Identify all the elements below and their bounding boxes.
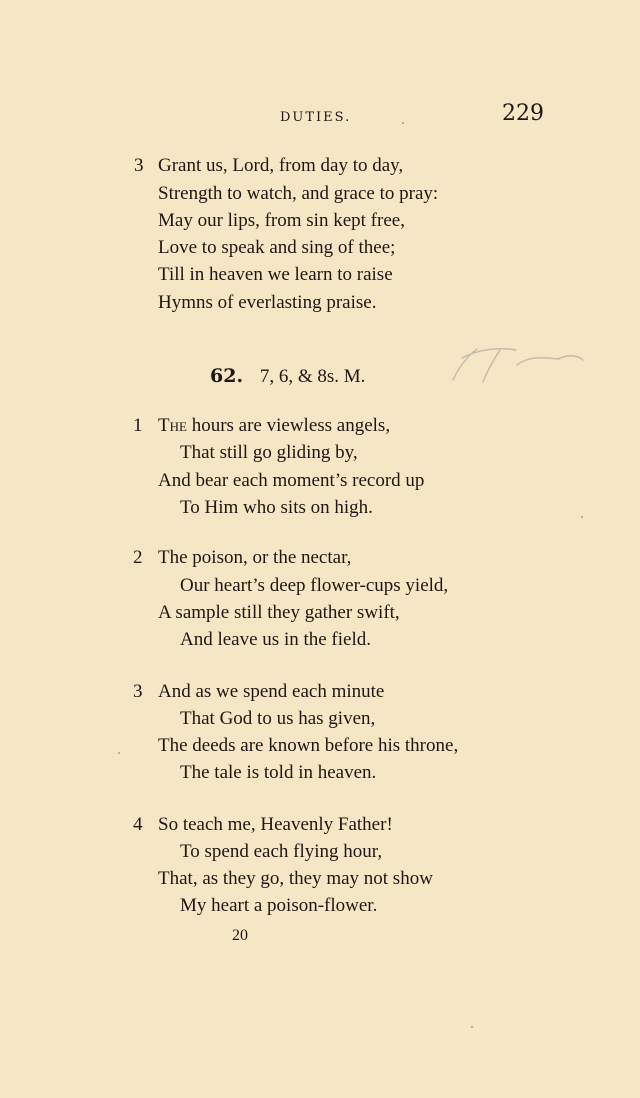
- verse-line: Love to speak and sing of thee;: [158, 237, 396, 258]
- verse-line: May our lips, from sin kept free,: [158, 210, 405, 231]
- stanza-number: 1: [133, 415, 143, 436]
- page-number: 229: [502, 101, 544, 126]
- verse-line: And bear each moment’s record up: [158, 470, 425, 491]
- stanza-number: 2: [133, 547, 143, 568]
- hymn-number: 62.: [210, 365, 244, 387]
- verse-line: Hymns of everlasting praise.: [158, 292, 377, 313]
- paper-speck: [402, 122, 404, 124]
- verse-line: A sample still they gather swift,: [158, 602, 400, 623]
- verse-line-text: hours are viewless angels,: [186, 415, 391, 436]
- verse-line: Grant us, Lord, from day to day,: [158, 155, 404, 176]
- pencil-annotation: [438, 337, 588, 391]
- first-word: The: [158, 415, 187, 436]
- verse-line: That still go gliding by,: [180, 442, 358, 463]
- paper-speck: [471, 1026, 473, 1028]
- verse-line: And leave us in the field.: [180, 629, 372, 650]
- verse-line: Till in heaven we learn to raise: [158, 264, 393, 285]
- verse-line: That, as they go, they may not show: [158, 868, 433, 889]
- hymn-meter: 7, 6, & 8s. M.: [259, 366, 366, 387]
- verse-line: To spend each flying hour,: [180, 841, 383, 862]
- stanza-number: 3: [133, 681, 143, 702]
- verse-line: That God to us has given,: [180, 708, 376, 729]
- verse-line: My heart a poison-flower.: [180, 895, 378, 916]
- verse-line: The tale is told in heaven.: [180, 762, 377, 783]
- stanza-number: 4: [133, 814, 143, 835]
- running-head: [0, 101, 640, 138]
- verse-line: Our heart’s deep flower-cups yield,: [180, 575, 449, 596]
- verse-line: The deeds are known before his throne,: [158, 735, 459, 756]
- verse-line: [158, 414, 390, 438]
- section-title: DUTIES.: [280, 110, 352, 125]
- verse-line: To Him who sits on high.: [180, 497, 373, 518]
- verse-line: The poison, or the nectar,: [158, 547, 352, 568]
- paper-speck: [581, 516, 583, 518]
- printer-signature-mark: 20: [232, 927, 248, 944]
- stanza-number: 3: [134, 155, 144, 176]
- verse-line: Strength to watch, and grace to pray:: [158, 183, 439, 204]
- verse-line: And as we spend each minute: [158, 681, 385, 702]
- paper-speck: [118, 752, 120, 754]
- hymn-heading: [210, 364, 365, 389]
- verse-line: So teach me, Heavenly Father!: [158, 814, 393, 835]
